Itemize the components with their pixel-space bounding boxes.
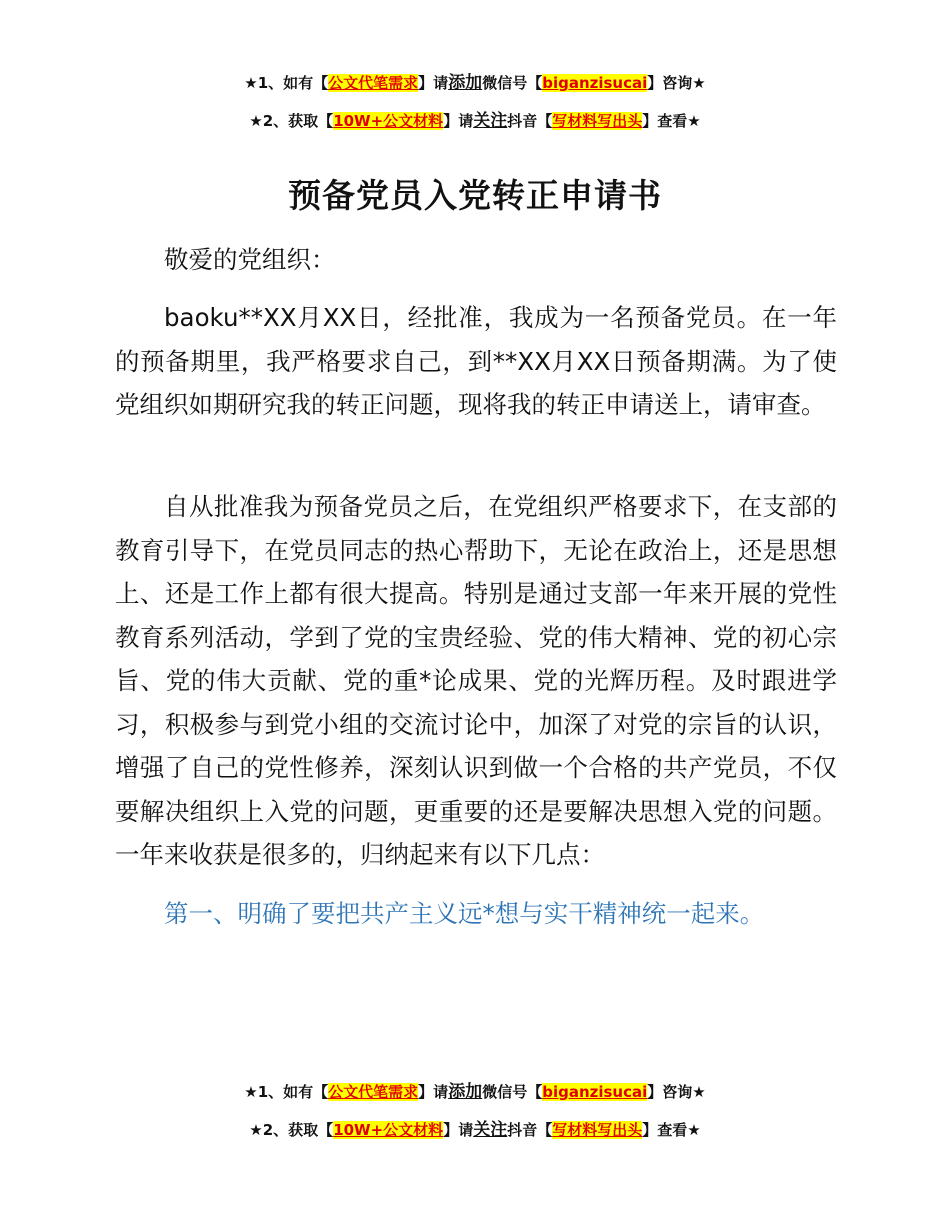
promo-text: 抖音【 (507, 1121, 553, 1139)
promo-emphasis: 添加 (448, 1082, 483, 1102)
promo-text: 】咨询★ (647, 74, 706, 92)
promo-emphasis: 关注 (473, 111, 508, 131)
promo-text: 】咨询★ (647, 1083, 706, 1101)
promo-highlight: 10W+公文材料 (333, 112, 444, 130)
salutation: 敬爱的党组织： (164, 245, 336, 274)
promo-highlight: 公文代笔需求 (328, 74, 419, 92)
promo-text: ★2、获取【 (249, 112, 334, 130)
promo-text: 】查看★ (642, 112, 701, 130)
promo-emphasis: 关注 (473, 1120, 508, 1140)
promo-text: 】请 (443, 1121, 474, 1139)
paragraph-2 (115, 485, 837, 877)
paragraph-1-text: baoku**XX月XX日，经批准，我成为一名预备党员。在一年的预备期里，我严格要求自己，到**XX月XX日预备期满。为了使党组织如期研究我的转正问题，现将我的转正申请送上，请审查。 (115, 303, 837, 419)
promo-text: ★2、获取【 (249, 1121, 334, 1139)
promo-emphasis: 添加 (448, 73, 483, 93)
promo-highlight: 10W+公文材料 (333, 1121, 444, 1139)
promo-douyin-id: 写材料写出头 (552, 112, 643, 130)
promo-text: ★1、如有【 (244, 1083, 329, 1101)
promo-text: 抖音【 (507, 112, 553, 130)
promo-text: 微信号【 (482, 74, 543, 92)
promo-wechat-id: biganzisucai (542, 1083, 648, 1101)
promo-text: 】查看★ (642, 1121, 701, 1139)
promo-text: 】请 (418, 74, 449, 92)
section-heading-1: 第一、明确了要把共产主义远*想与实干精神统一起来。 (164, 899, 765, 928)
promo-line-2-top (0, 106, 950, 131)
promo-douyin-id: 写材料写出头 (552, 1121, 643, 1139)
promo-line-1-bottom (0, 1077, 950, 1102)
promo-text: 微信号【 (482, 1083, 543, 1101)
promo-line-2-bottom (0, 1115, 950, 1140)
promo-text: 】请 (443, 112, 474, 130)
promo-highlight: 公文代笔需求 (328, 1083, 419, 1101)
document-title: 预备党员入党转正申请书 (288, 176, 662, 215)
promo-text: ★1、如有【 (244, 74, 329, 92)
promo-wechat-id: biganzisucai (542, 74, 648, 92)
promo-text: 】请 (418, 1083, 449, 1101)
promo-line-1-top (0, 68, 950, 93)
paragraph-1 (115, 296, 837, 427)
paragraph-2-text: 自从批准我为预备党员之后，在党组织严格要求下，在支部的教育引导下，在党员同志的热心帮助下，无论在政治上，还是思想上、还是工作上都有很大提高。特别是通过支部一年来开展的党性教育系列活动，学到了党的宝贵经验、党的伟大精神、党的初心宗旨、党的伟大贡献、党的重*论成果、党的光辉历程。及时跟进学习，积极参与到党小组的交流讨论中，加深了对党的宗旨的认识，增强了自己的党性修养，深刻认识到做一个合格的共产党员，不仅要解决组织上入党的问题，更重要的还是要解决思想入党的问题。一年来收获是很多的，归纳起来有以下几点： (115, 492, 837, 869)
